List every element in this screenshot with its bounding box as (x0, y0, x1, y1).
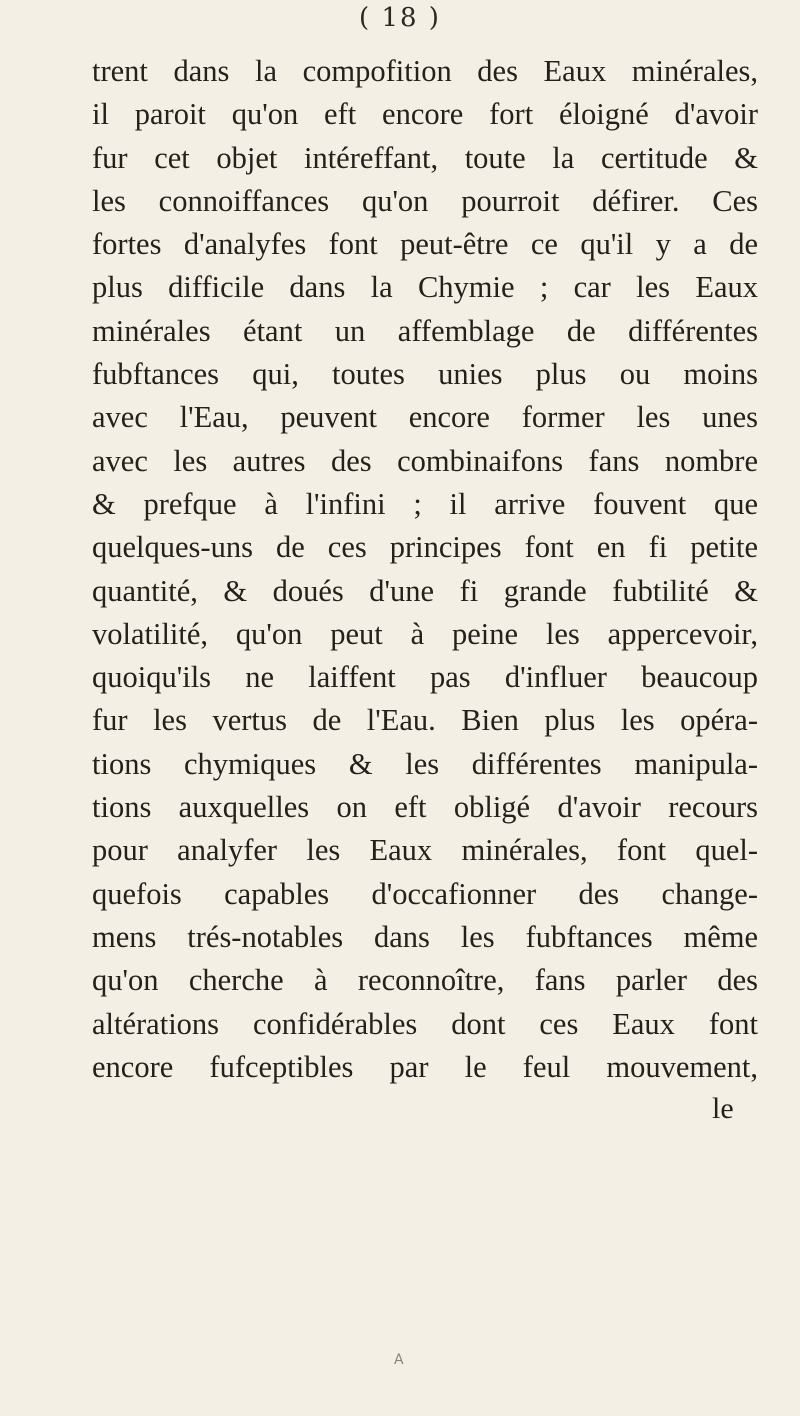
text-line: quoiqu'ils ne laiffent pas d'influer beaucoup (92, 660, 758, 695)
text-line: quantité, & doués d'une fi grande fubtilité & (92, 573, 758, 608)
signature-mark: A (394, 1352, 404, 1368)
catchword: le (712, 1092, 734, 1125)
page-number: ( 18 ) (359, 3, 441, 33)
text-line: encore fufceptibles par le feul mouvement, (92, 1049, 758, 1084)
text-line: fur cet objet intéreffant, toute la certitude & (92, 140, 758, 175)
text-line: avec les autres des combinaifons fans nombre (92, 443, 758, 478)
text-line: pour analyfer les Eaux minérales, font quel- (92, 833, 758, 868)
text-line: minérales étant un affemblage de différentes (92, 313, 758, 348)
text-line: altérations confidérables dont ces Eaux font (92, 1006, 758, 1041)
text-line: les connoiffances qu'on pourroit défirer. Ces (92, 183, 758, 218)
text-line: il paroit qu'on eft encore fort éloigné d'avoir (92, 97, 758, 132)
text-line: qu'on cherche à reconnoître, fans parler des (92, 963, 758, 998)
text-line: tions auxquelles on eft obligé d'avoir recours (92, 790, 758, 825)
text-line: quefois capables d'occafionner des change- (92, 876, 758, 911)
text-line: tions chymiques & les différentes manipula- (92, 746, 758, 781)
text-line: plus difficile dans la Chymie ; car les Eaux (92, 270, 758, 305)
text-line: trent dans la compofition des Eaux minérales, (92, 54, 758, 88)
text-line: fortes d'analyfes font peut-être ce qu'il y a de (92, 227, 758, 262)
text-line: mens trés-notables dans les fubftances même (92, 919, 758, 954)
text-line: avec l'Eau, peuvent encore former les unes (92, 400, 758, 435)
text-line: fur les vertus de l'Eau. Bien plus les opéra- (92, 703, 758, 738)
body-text (92, 50, 758, 1089)
text-line: & prefque à l'infini ; il arrive fouvent que (92, 486, 758, 521)
text-line: quelques-uns de ces principes font en fi petite (92, 530, 758, 565)
text-line: fubftances qui, toutes unies plus ou moins (92, 357, 758, 392)
text-line: volatilité, qu'on peut à peine les appercevoir, (92, 616, 758, 651)
